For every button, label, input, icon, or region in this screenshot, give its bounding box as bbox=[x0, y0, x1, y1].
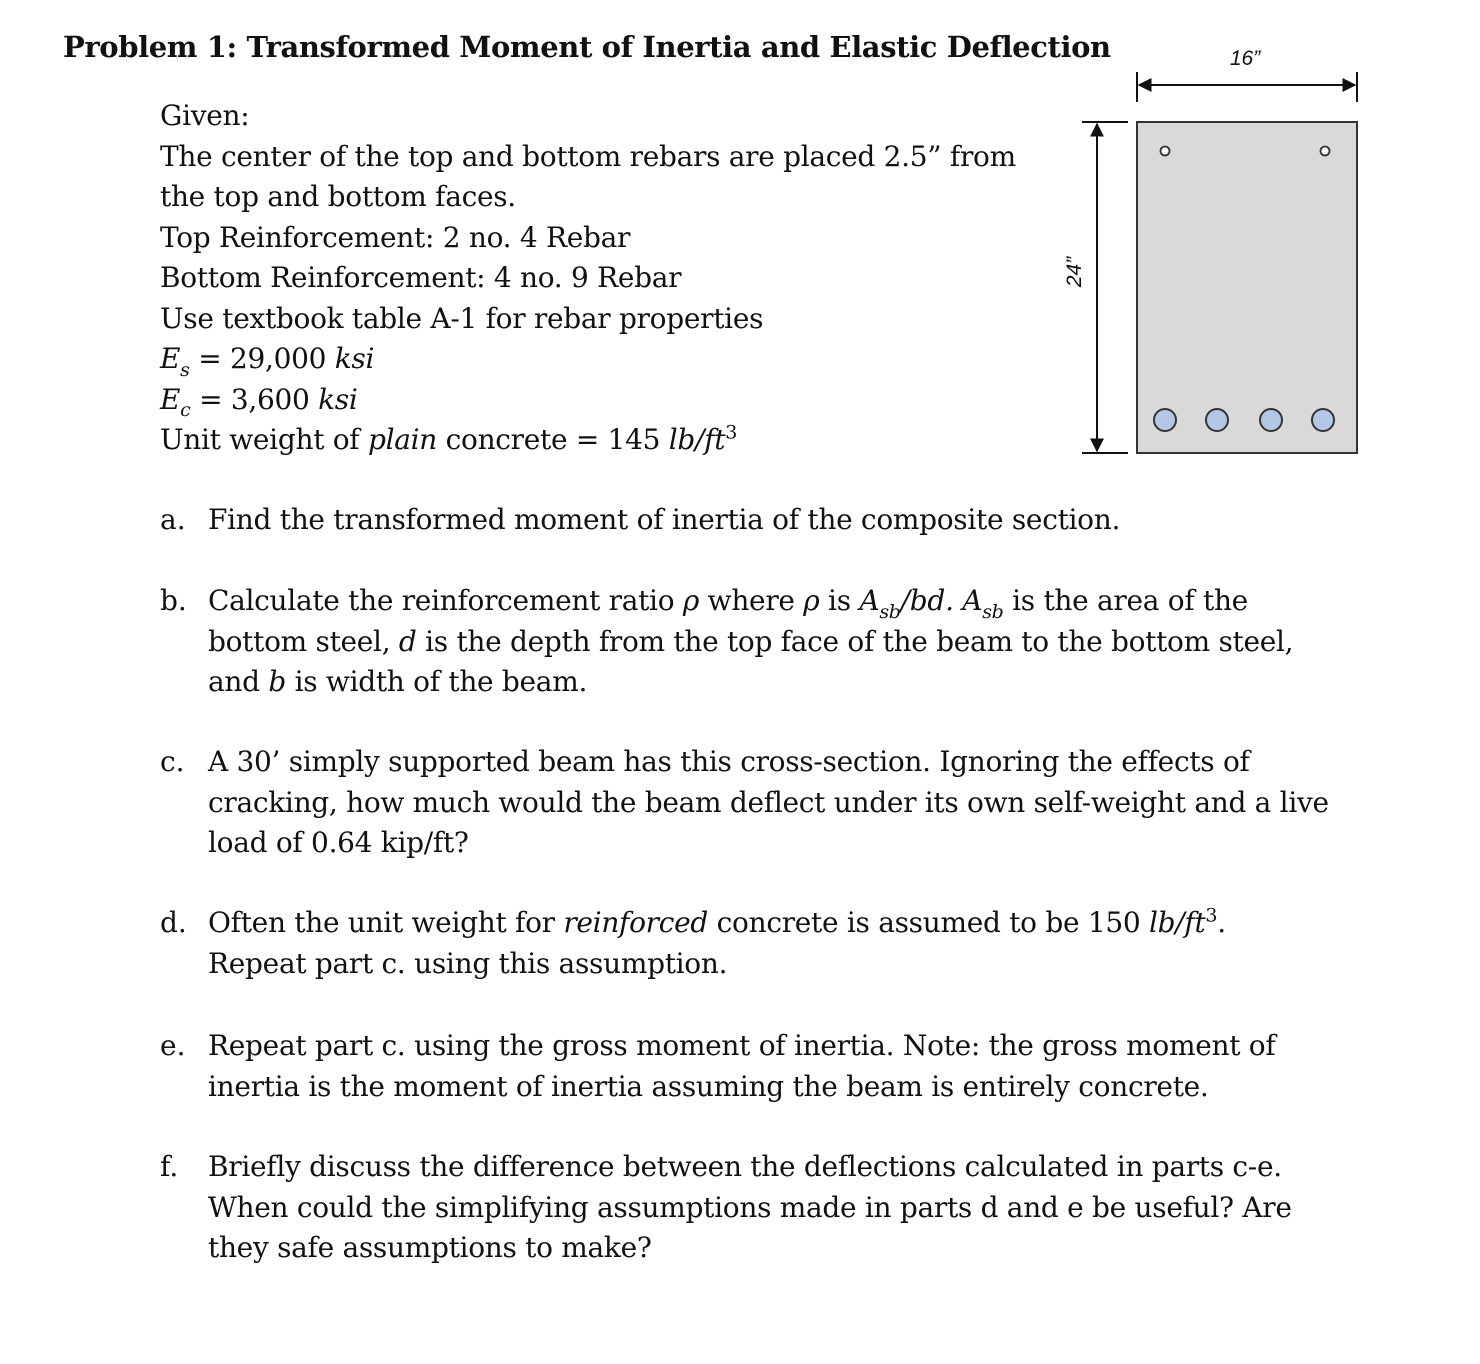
unit-weight-exponent: 3 bbox=[725, 421, 738, 444]
unit-weight-emphasis: plain bbox=[367, 423, 438, 456]
part-b-text-segment: is width of the beam. bbox=[285, 665, 588, 698]
es-symbol: E bbox=[160, 342, 181, 375]
part-b-letter: b. bbox=[160, 584, 187, 617]
es-value: = 29,000 bbox=[189, 342, 335, 375]
part-d-exponent: 3 bbox=[1205, 904, 1218, 927]
bottom-reinforcement: Bottom Reinforcement: 4 no. 9 Rebar bbox=[160, 261, 682, 294]
rebar-placement-line-1: The center of the top and bottom rebars are placed 2.5” from bbox=[160, 139, 1016, 173]
part-e-line: inertia is the moment of inertia assuming the beam is entirely concrete. bbox=[208, 1069, 1209, 1103]
part-d-letter: d. bbox=[160, 906, 187, 939]
concrete-modulus bbox=[160, 380, 1040, 421]
ec-value: = 3,600 bbox=[190, 382, 319, 416]
d-symbol: d bbox=[398, 624, 417, 658]
asb-subscript: sb bbox=[879, 600, 901, 623]
part-f-text bbox=[208, 1147, 1318, 1269]
part-f-line: Briefly discuss the difference between the deflections calculated in parts c-e. bbox=[208, 1150, 1282, 1183]
part-c-line: load of 0.64 kip/ft? bbox=[208, 826, 469, 859]
rho-symbol: ρ bbox=[803, 584, 820, 617]
asb-symbol: A bbox=[962, 584, 983, 617]
part-f-letter: f. bbox=[160, 1150, 179, 1183]
part-d-text-segment: concrete is assumed to be 150 bbox=[708, 906, 1149, 939]
rebar-placement-line-2: the top and bottom faces. bbox=[160, 180, 516, 213]
steel-modulus bbox=[160, 339, 1040, 380]
table-note: Use textbook table A-1 for rebar properties bbox=[160, 301, 764, 335]
part-a-text bbox=[208, 500, 1318, 541]
bottom-rebar bbox=[1206, 409, 1228, 431]
bottom-rebar bbox=[1312, 409, 1334, 431]
asb-subscript: sb bbox=[982, 600, 1004, 623]
bd-symbol: /bd bbox=[900, 584, 946, 617]
es-subscript: s bbox=[180, 358, 190, 381]
unit-weight bbox=[160, 420, 1040, 461]
es-unit: ksi bbox=[334, 342, 375, 375]
given-heading: Given: bbox=[160, 99, 250, 132]
part-f-line: they safe assumptions to make? bbox=[208, 1231, 652, 1264]
part-b-text-segment: Calculate the reinforcement ratio bbox=[208, 584, 683, 617]
part-e-text bbox=[208, 1026, 1318, 1107]
ec-subscript: c bbox=[180, 399, 191, 422]
width-label: 16” bbox=[1229, 47, 1261, 70]
part-a-line: Find the transformed moment of inertia of the composite section. bbox=[208, 503, 1121, 536]
part-d-text-segment: Often the unit weight for bbox=[208, 906, 564, 939]
part-b-text-segment: is bbox=[819, 584, 860, 617]
part-b-text bbox=[208, 581, 1318, 703]
part-c-line: cracking, how much would the beam deflect under its own self-weight and a live bbox=[208, 785, 1329, 819]
asb-symbol: A bbox=[859, 584, 880, 617]
part-b-text-segment: is the area of the bbox=[1003, 584, 1248, 617]
part-d-text-segment: . bbox=[1217, 906, 1226, 939]
top-rebar bbox=[1321, 147, 1330, 156]
beam-cross-section-figure bbox=[1055, 40, 1375, 470]
problem-title: Problem 1: Transformed Moment of Inertia and Elastic Deflection bbox=[63, 30, 1111, 64]
part-d-emphasis: reinforced bbox=[563, 906, 709, 939]
part-b-text-segment: and bbox=[208, 665, 269, 698]
unit-weight-unit: lb/ft bbox=[668, 423, 726, 456]
unit-weight-pre: Unit weight of bbox=[160, 423, 368, 456]
concrete-section bbox=[1137, 122, 1357, 453]
part-b-text-segment: where bbox=[699, 584, 804, 617]
part-e-letter: e. bbox=[160, 1029, 186, 1062]
part-b-text-segment: bottom steel, bbox=[208, 624, 399, 658]
part-b-line-3 bbox=[208, 662, 1318, 703]
part-b-line-2 bbox=[208, 622, 1318, 663]
rho-symbol: ρ bbox=[682, 584, 700, 617]
bottom-rebar bbox=[1154, 409, 1176, 431]
ec-unit: ksi bbox=[318, 382, 358, 416]
part-c-line: A 30’ simply supported beam has this cross-section. Ignoring the effects of bbox=[208, 745, 1250, 778]
part-e-line: Repeat part c. using the gross moment of inertia. Note: the gross moment of bbox=[208, 1029, 1276, 1062]
part-d-text bbox=[208, 903, 1318, 984]
top-reinforcement: Top Reinforcement: 2 no. 4 Rebar bbox=[160, 220, 631, 254]
bottom-rebar bbox=[1260, 409, 1282, 431]
part-b-text-segment: . bbox=[945, 584, 963, 617]
given-section bbox=[160, 96, 1040, 461]
b-symbol: b bbox=[268, 665, 286, 698]
part-f-line: When could the simplifying assumptions made in parts d and e be useful? Are bbox=[208, 1190, 1292, 1224]
part-b-text-segment: is the depth from the top face of the beam to the bottom steel, bbox=[416, 624, 1294, 658]
height-label: 24” bbox=[1063, 256, 1086, 288]
unit-weight-value: concrete = 145 bbox=[437, 423, 669, 456]
part-c-text bbox=[208, 742, 1329, 864]
top-rebar bbox=[1161, 147, 1170, 156]
part-b-line-1 bbox=[208, 581, 1318, 622]
ec-symbol: E bbox=[160, 382, 181, 416]
part-d-line-1 bbox=[208, 903, 1318, 944]
part-d-unit: lb/ft bbox=[1148, 906, 1206, 939]
part-a-letter: a. bbox=[160, 503, 186, 536]
part-d-line-2: Repeat part c. using this assumption. bbox=[208, 946, 728, 980]
part-c-letter: c. bbox=[160, 745, 185, 778]
